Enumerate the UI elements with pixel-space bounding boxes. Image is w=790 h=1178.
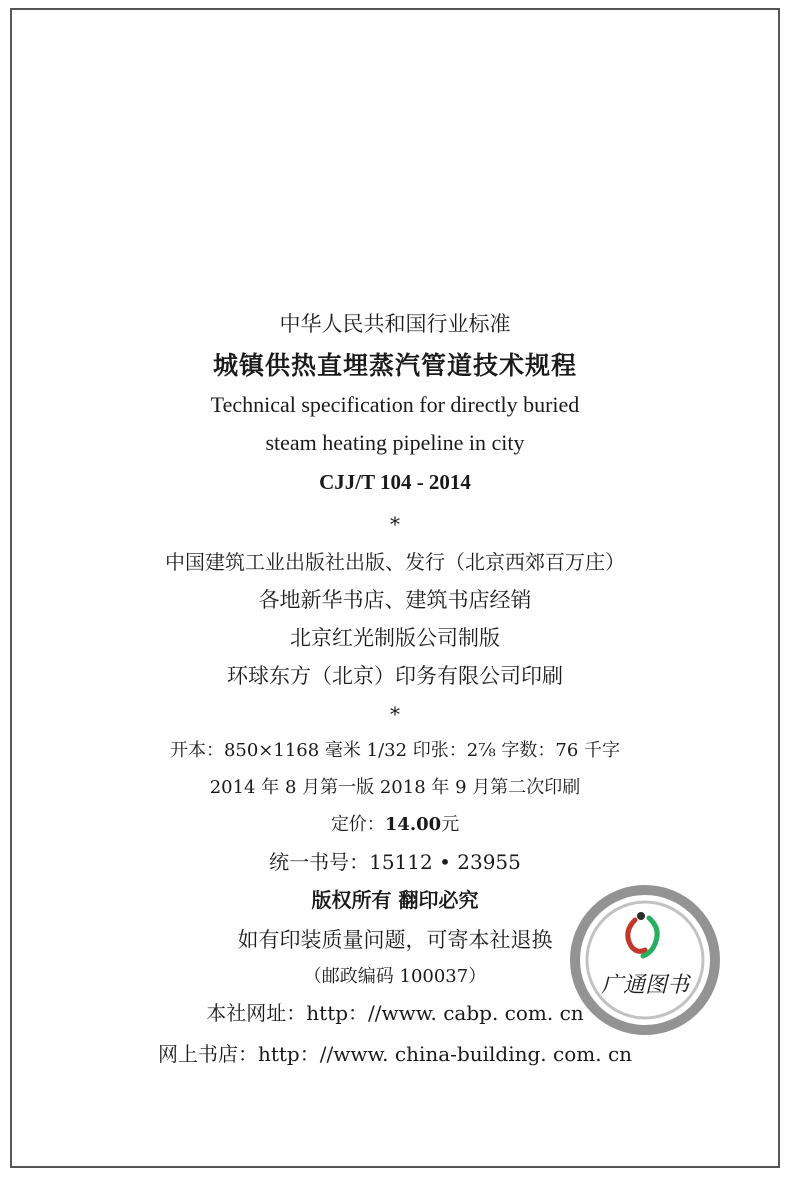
price-line [0, 810, 790, 836]
title-chinese: 城镇供热直埋蒸汽管道技术规程 [212, 351, 577, 380]
copyright-line: 版权所有 翻印必究 [311, 888, 479, 912]
stamp-outer-ring [575, 890, 715, 1030]
price-unit: 元 [441, 814, 460, 835]
separator-star-2: * [390, 702, 400, 726]
returns-line: 如有印装质量问题，可寄本社退换 [237, 928, 553, 952]
price-value: 14.00 [384, 814, 442, 835]
platemaker-line: 北京红光制版公司制版 [290, 626, 500, 650]
stamp-inner-ring [587, 902, 703, 1018]
standard-category: 中华人民共和国行业标准 [279, 312, 511, 336]
stamp-red-swoosh [628, 920, 645, 951]
price-label: 定价： [330, 814, 385, 835]
format-line: 开本：850×1168 毫米 1/32 印张：2⅞ 字数：76 千字 [169, 740, 621, 761]
title-english-line-2: steam heating pipeline in city [265, 430, 525, 455]
title-english-line-1: Technical specification for directly buried [210, 392, 580, 417]
stamp-dot [637, 912, 645, 920]
separator-star-1: * [390, 512, 400, 536]
online-shop-line: 网上书店：http：//www. china-building. com. cn [157, 1042, 633, 1066]
printer-line: 环球东方（北京）印务有限公司印刷 [227, 664, 563, 688]
stamp-text: 广通图书 [600, 973, 690, 998]
postal-code-line: （邮政编码 100037） [303, 966, 487, 987]
edition-line: 2014 年 8 月第一版 2018 年 9 月第二次印刷 [209, 777, 581, 798]
website-line: 本社网址：http：//www. cabp. com. cn [206, 1001, 584, 1025]
bookstore-stamp-logo [565, 880, 725, 1040]
standard-code: CJJ/T 104 - 2014 [319, 470, 471, 494]
publisher-line: 中国建筑工业出版社出版、发行（北京西郊百万庄） [165, 550, 625, 574]
distributor-line: 各地新华书店、建筑书店经销 [258, 588, 532, 612]
isbn-line: 统一书号：15112 • 23955 [269, 850, 521, 874]
